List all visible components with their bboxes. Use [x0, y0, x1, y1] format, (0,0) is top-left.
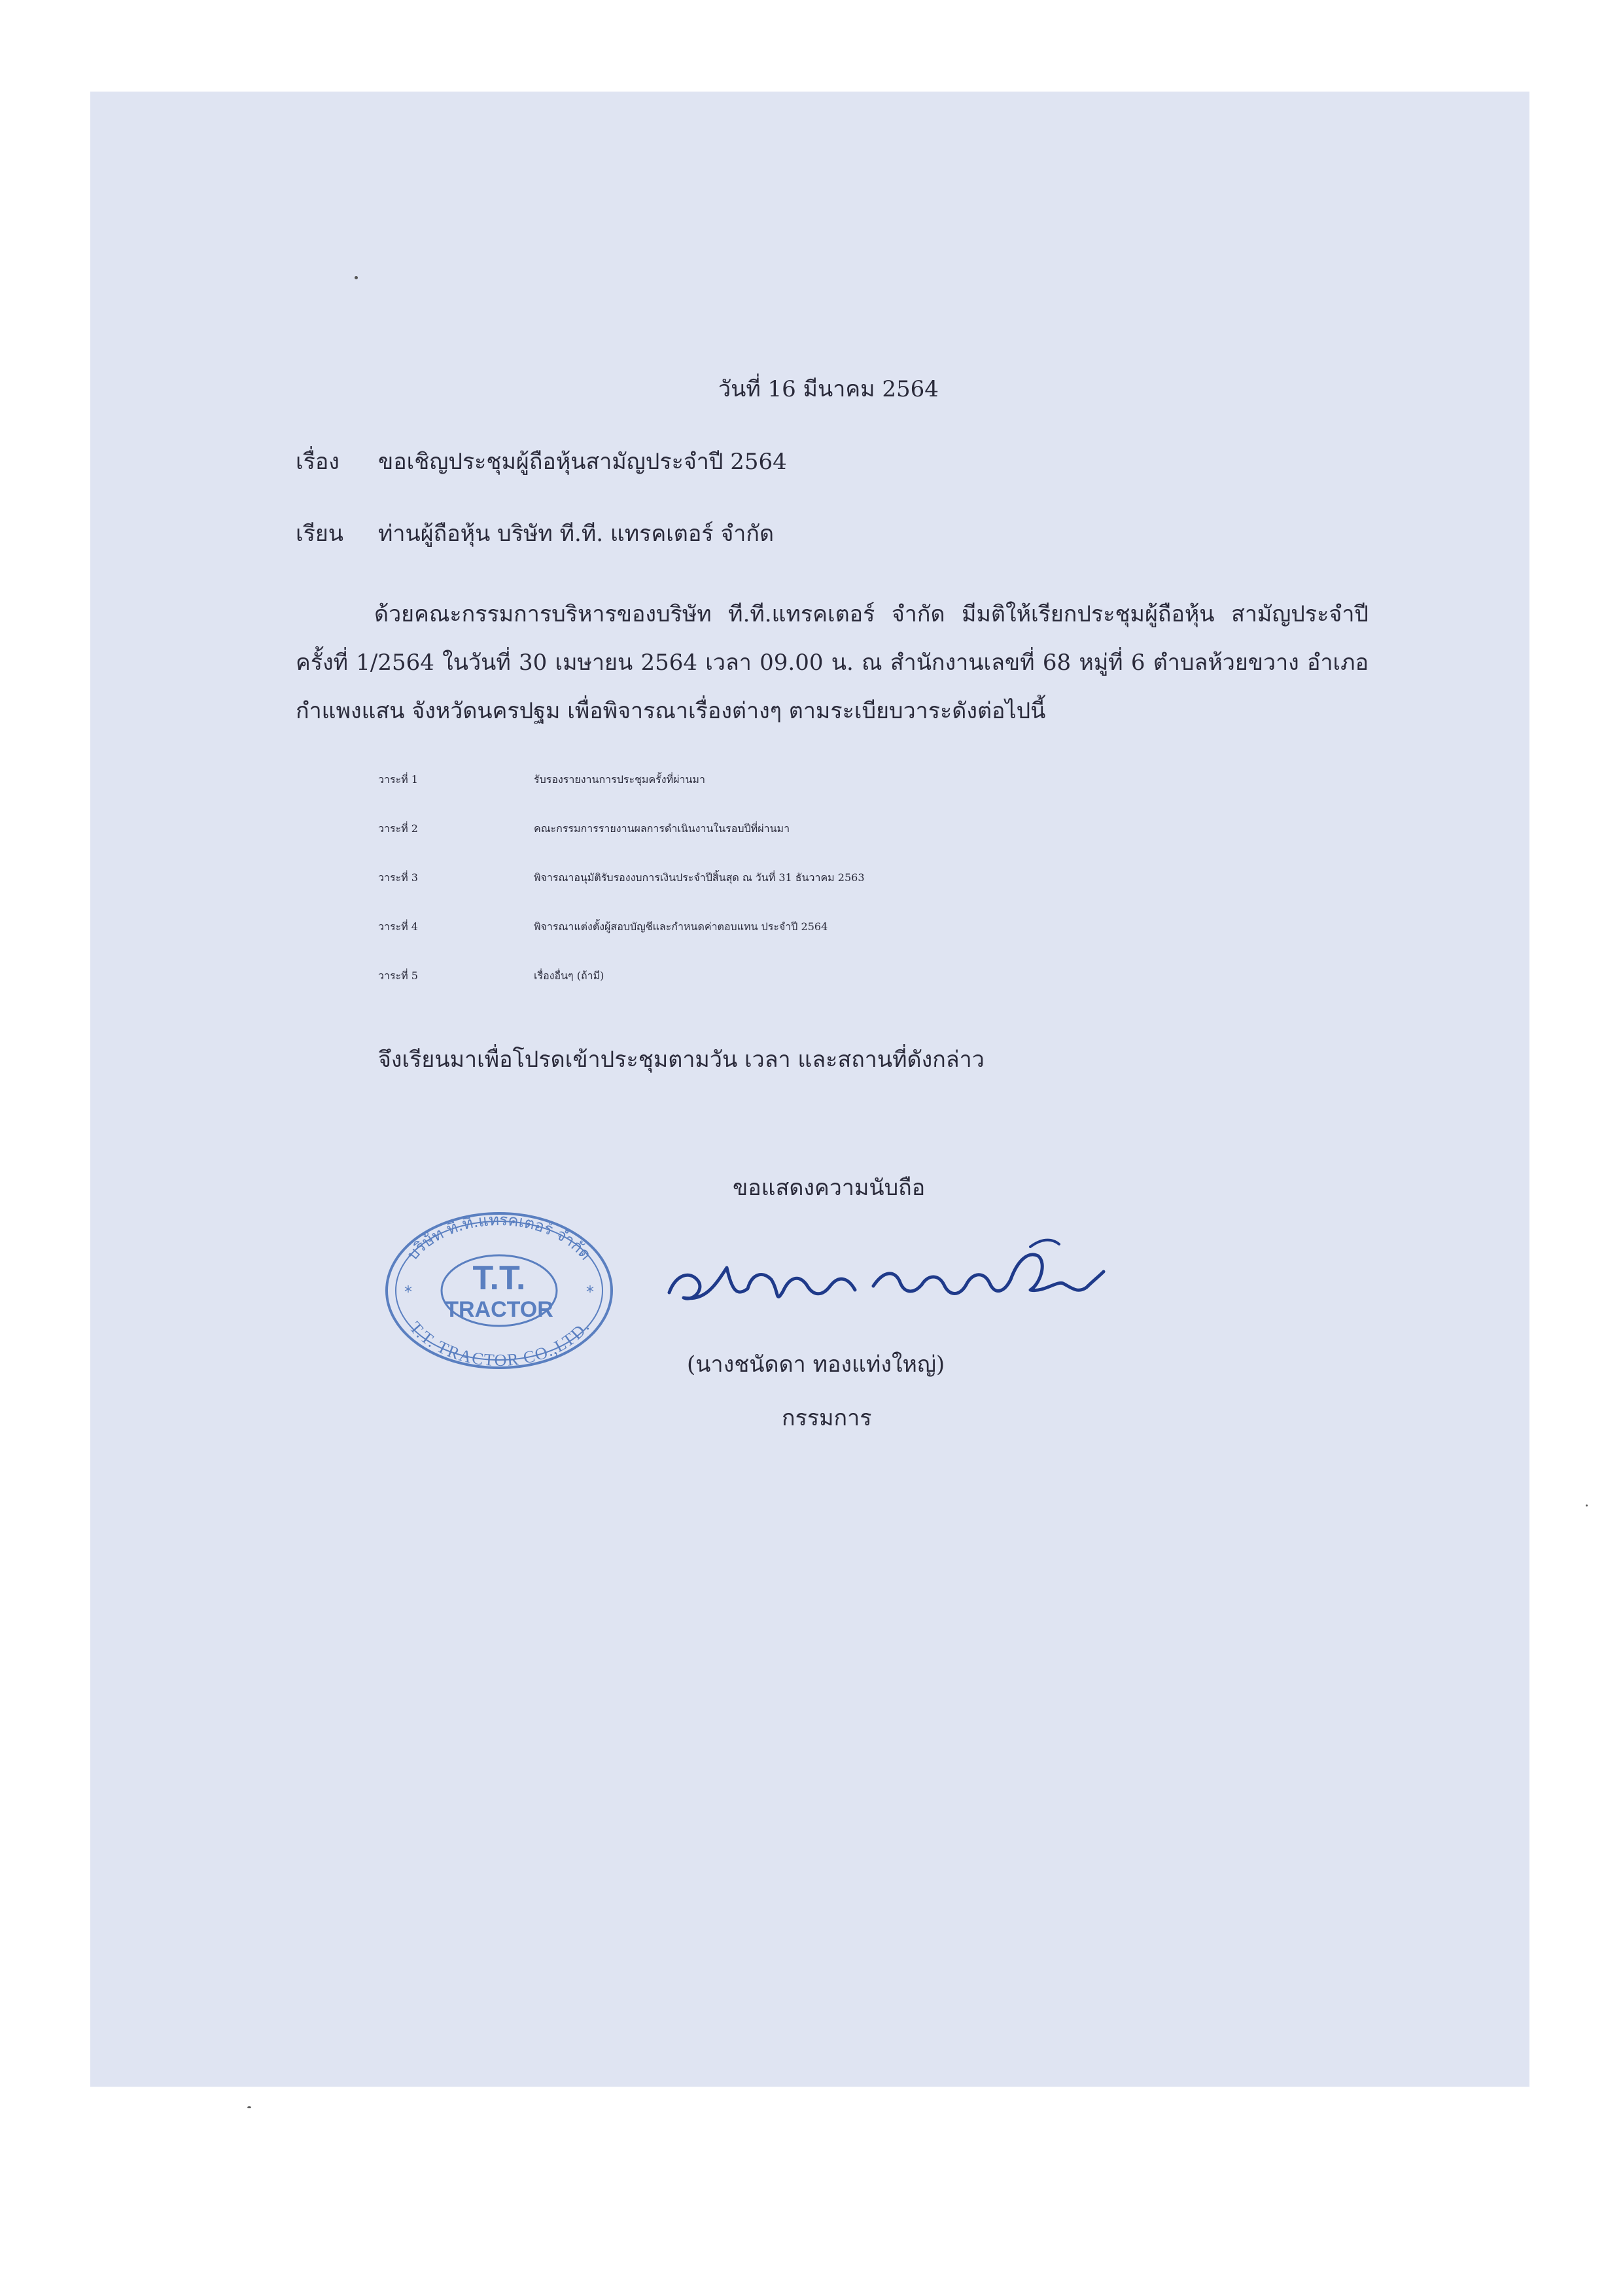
- subject-label: เรื่อง: [296, 449, 340, 475]
- agenda-item-label: วาระที่ 2: [378, 822, 418, 835]
- signatory-name: (นางชนัดดา ทองแท่งใหญ่): [687, 1351, 945, 1378]
- agenda-item-label: วาระที่ 5: [378, 969, 418, 982]
- scan-speck: [247, 2106, 251, 2108]
- stamp-star-left-icon: *: [404, 1283, 412, 1301]
- letter-body: [296, 590, 1369, 735]
- scan-speck: [355, 276, 358, 279]
- signatory-title: กรรมการ: [782, 1405, 872, 1431]
- agenda-item: [378, 821, 1425, 847]
- agenda-item-label: วาระที่ 3: [378, 871, 418, 884]
- agenda-item-label: วาระที่ 4: [378, 920, 418, 933]
- recipient-label: เรียน: [296, 521, 344, 547]
- agenda-item: [378, 968, 1425, 994]
- agenda-item-label: วาระที่ 1: [378, 773, 418, 786]
- company-stamp: [378, 1207, 620, 1370]
- closing-request: จึงเรียนมาเพื่อโปรดเข้าประชุมตามวัน เวลา และสถานที่ดังกล่าว: [378, 1047, 985, 1073]
- agenda-item-text: รับรองรายงานการประชุมครั้งที่ผ่านมา: [534, 773, 705, 786]
- closing-salutation: ขอแสดงความนับถือ: [733, 1175, 926, 1201]
- stamp-star-right-icon: *: [586, 1283, 594, 1301]
- agenda-item-text: เรื่องอื่นๆ (ถ้ามี): [534, 969, 604, 982]
- stamp-center-line1: T.T.: [472, 1259, 526, 1297]
- stamp-center-line2: TRACTOR: [445, 1297, 553, 1322]
- agenda-item-text: พิจารณาอนุมัติรับรองงบการเงินประจำปีสิ้นสุด ณ วันที่ 31 ธันวาคม 2563: [534, 871, 865, 884]
- subject-text: ขอเชิญประชุมผู้ถือหุ้นสามัญประจำปี 2564: [378, 449, 787, 475]
- agenda-item-text: คณะกรรมการรายงานผลการดำเนินงานในรอบปีที่ผ่านมา: [534, 822, 790, 835]
- signature-stroke: [669, 1268, 855, 1298]
- handwritten-signature: [664, 1228, 1109, 1327]
- scan-speck: [1586, 1505, 1588, 1506]
- signature-graphic: [664, 1228, 1109, 1327]
- agenda-item: [378, 870, 1425, 896]
- stamp-ring-top-text: บริษัท ที.ที.แทรคเตอร์ จำกัด: [403, 1210, 595, 1264]
- agenda-item: [378, 772, 1425, 798]
- stamp-ring-bottom-text: T.T. TRACTOR CO.,LTD.: [406, 1317, 593, 1370]
- recipient-text: ท่านผู้ถือหุ้น บริษัท ที.ที. แทรคเตอร์ จำกัด: [378, 521, 775, 547]
- stamp-graphic: [378, 1207, 620, 1370]
- signature-stroke: [1030, 1240, 1059, 1247]
- letter-date: วันที่ 16 มีนาคม 2564: [718, 376, 939, 402]
- agenda-item: [378, 919, 1425, 945]
- agenda-item-text: พิจารณาแต่งตั้งผู้สอบบัญชีและกำหนดค่าตอบแทน ประจำปี 2564: [534, 920, 828, 933]
- signature-stroke: [873, 1255, 1104, 1294]
- letter-body-text: ด้วยคณะกรรมการบริหารของบริษัท ที.ที.แทรคเตอร์ จำกัด มีมติให้เรียกประชุมผู้ถือหุ้น สามัญประจำปี ครั้งที่ 1/2564 ในวันที่ 30 เมษายน 2564 เวลา 09.00 น. ณ สำนักงานเลขที่ 68 หมู่ที่ 6 ตำบลห้วยขวาง อำเภอกำแพงแสน จังหวัดนครปฐม เพื่อพิจารณาเรื่องต่างๆ ตามระเบียบวาระดังต่อไปนี้: [296, 601, 1369, 724]
